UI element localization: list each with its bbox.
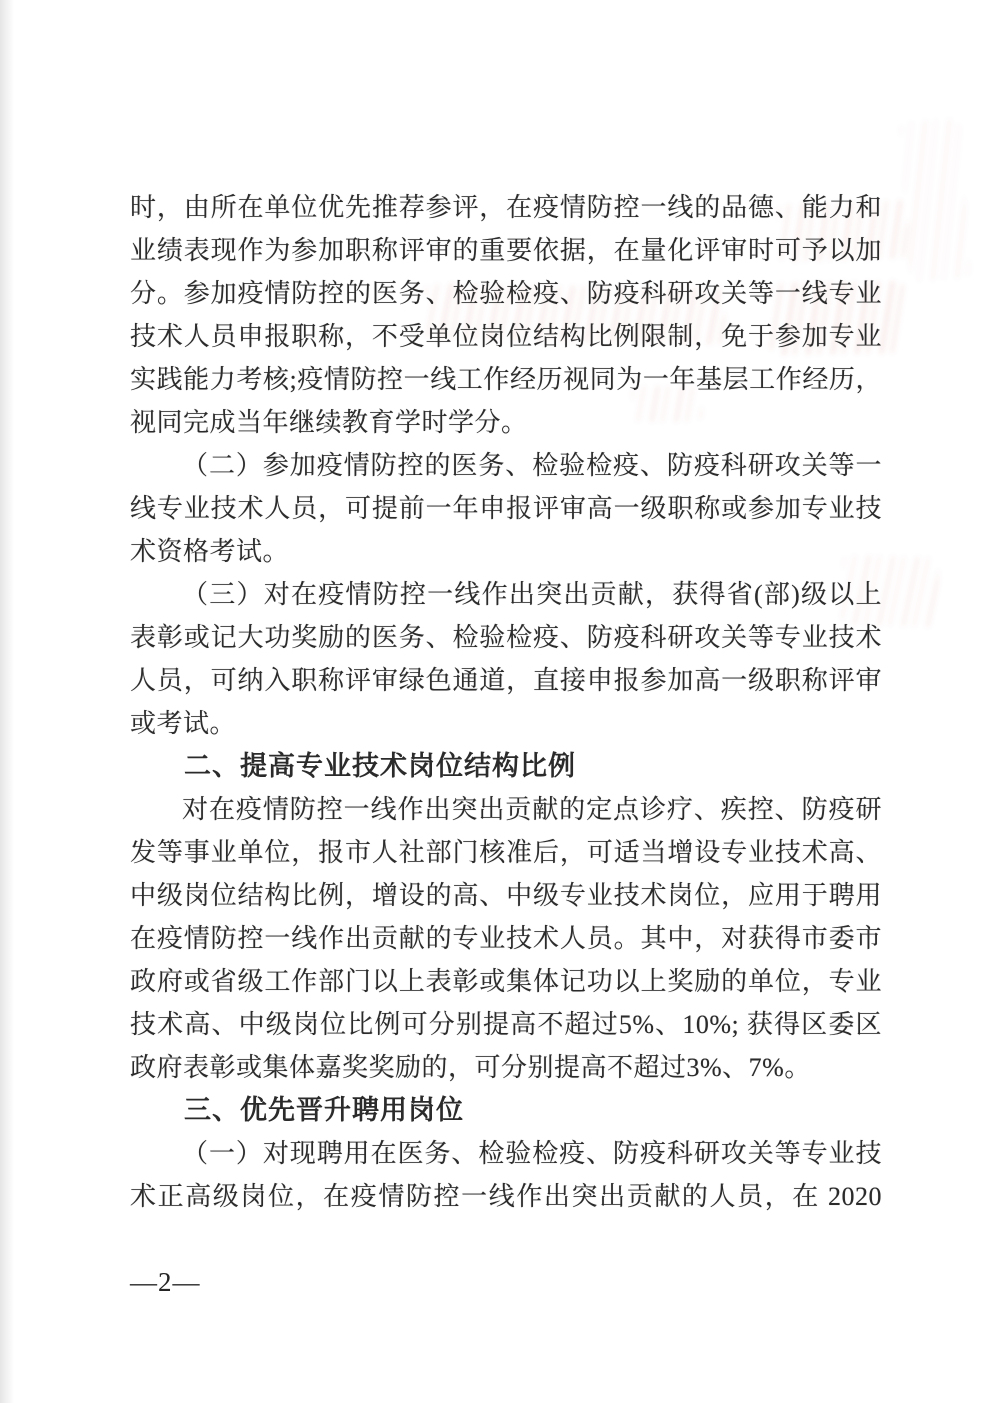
text-line: 分。参加疫情防控的医务、检验检疫、防疫科研攻关等一线专业 [130,279,882,308]
text-line: 线专业技术人员，可提前一年申报评审高一级职称或参加专业技 [130,494,882,523]
text-line: 技术人员申报职称，不受单位岗位结构比例限制，免于参加专业 [130,322,882,351]
text-line: 术正高级岗位，在疫情防控一线作出突出贡献的人员，在 2020 [130,1182,882,1211]
text-line: 实践能力考核;疫情防控一线工作经历视同为一年基层工作经历， [130,365,882,394]
ink-bleed-artifact [899,118,970,282]
text-line: 政府表彰或集体嘉奖奖励的，可分别提高不超过3%、7%。 [130,1053,811,1082]
section-heading: 二、提高专业技术岗位结构比例 [184,751,576,781]
text-line: 政府或省级工作部门以上表彰或集体记功以上奖励的单位，专业 [130,967,882,996]
text-line: 发等事业单位，报市人社部门核准后，可适当增设专业技术高、 [130,838,882,867]
text-line: 人员，可纳入职称评审绿色通道，直接申报参加高一级职称评审 [130,666,882,695]
text-line: 业绩表现作为参加职称评审的重要依据，在量化评审时可予以加 [130,236,882,265]
text-line: 对在疫情防控一线作出突出贡献的定点诊疗、疾控、防疫研 [182,795,882,824]
text-line: （二）参加疫情防控的医务、检验检疫、防疫科研攻关等一 [182,451,882,480]
text-line: 时，由所在单位优先推荐参评，在疫情防控一线的品德、能力和 [130,193,882,222]
text-line: 技术高、中级岗位比例可分别提高不超过5%、10%; 获得区委区 [130,1010,882,1039]
text-line: （三）对在疫情防控一线作出突出贡献，获得省(部)级以上 [182,580,882,609]
text-line: 视同完成当年继续教育学时学分。 [130,408,528,437]
page-number: —2— [130,1267,201,1297]
section-heading: 三、优先晋升聘用岗位 [184,1095,464,1125]
text-line: 或考试。 [130,709,237,738]
paper-edge-shadow [0,0,14,1403]
text-line: 在疫情防控一线作出贡献的专业技术人员。其中，对获得市委市 [130,924,882,953]
text-line: （一）对现聘用在医务、检验检疫、防疫科研攻关等专业技 [182,1139,882,1168]
text-line: 术资格考试。 [130,537,290,566]
text-line: 中级岗位结构比例，增设的高、中级专业技术岗位，应用于聘用 [130,881,882,910]
text-line: 表彰或记大功奖励的医务、检验检疫、防疫科研攻关等专业技术 [130,623,882,652]
document-body [130,186,882,1218]
